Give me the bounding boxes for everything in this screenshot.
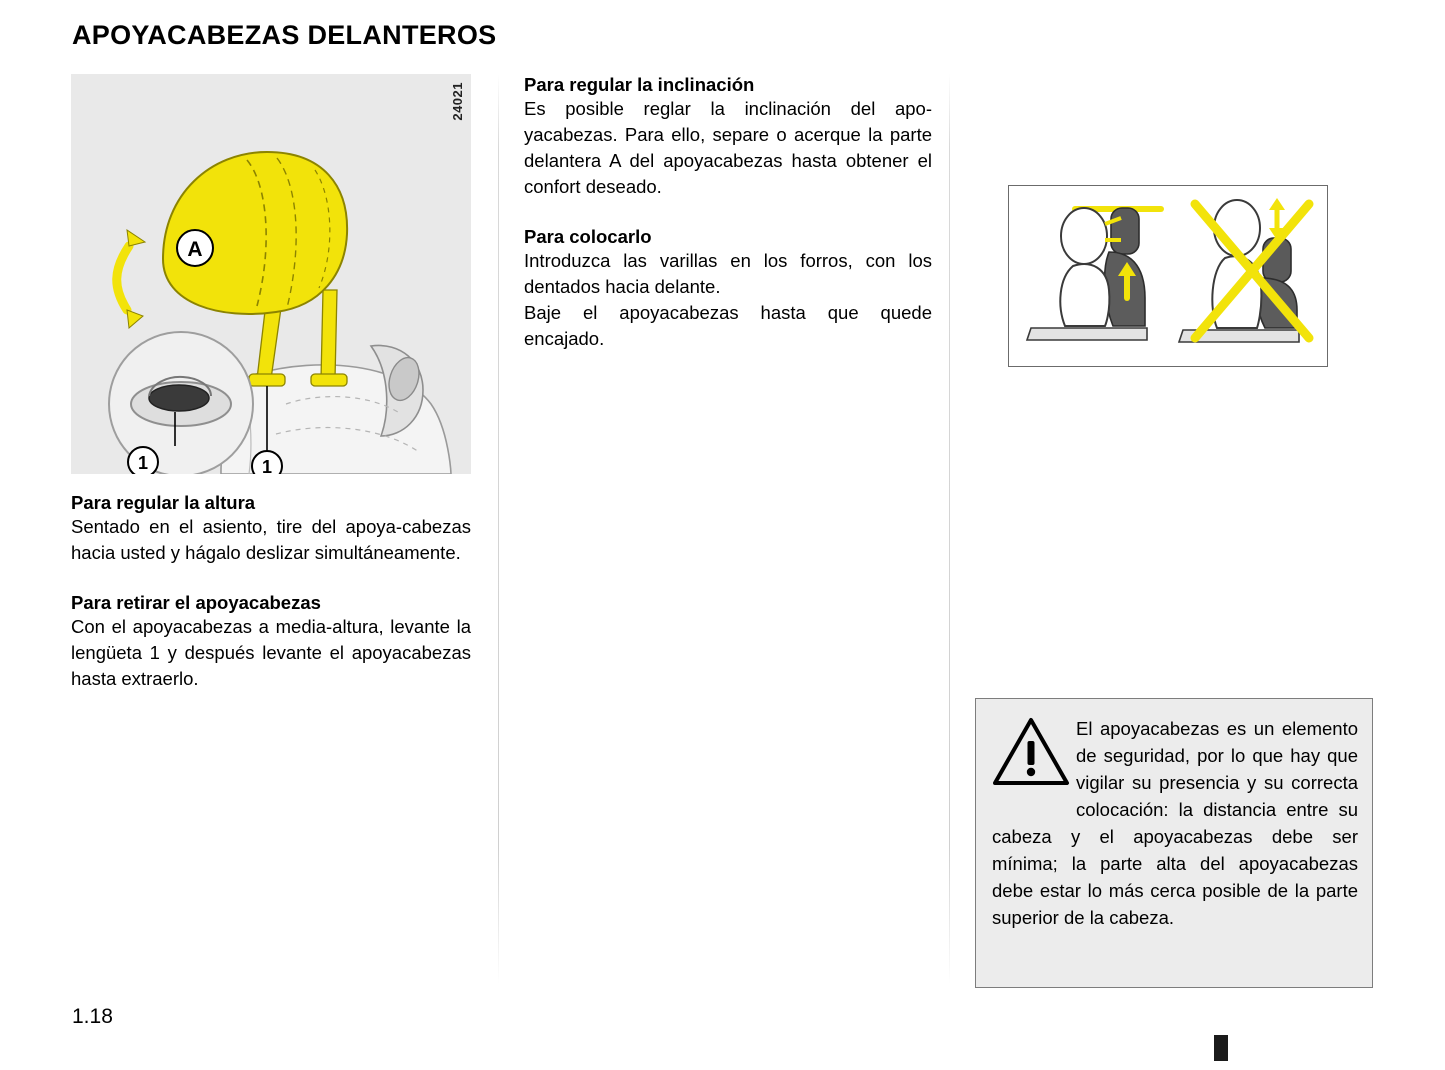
column-separator-1 <box>498 74 499 984</box>
section-colocarlo <box>524 226 932 352</box>
warning-triangle-icon <box>992 715 1070 789</box>
heading-retirar-apoyacabezas: Para retirar el apoyacabezas <box>71 592 321 613</box>
headrest-figure <box>71 74 471 474</box>
figure-reference-code: 24021 <box>450 82 465 121</box>
section-retirar-apoyacabezas <box>71 592 471 692</box>
page-title: APOYACABEZAS DELANTEROS <box>72 20 497 50</box>
heading-colocarlo: Para colocarlo <box>524 226 652 247</box>
paragraph-regular-altura: Sentado en el asiento, tire del apoya-cabezas hacia usted y hágalo deslizar simultáneamente. <box>71 516 471 563</box>
headrest-illustration <box>71 74 471 474</box>
figure-label-1-upper: 1 <box>261 457 273 474</box>
middle-column <box>524 74 932 352</box>
paragraph-colocarlo-2: Baje el apoyacabezas hasta que quede encajado. <box>524 302 932 349</box>
figure-label-1-lower: 1 <box>137 453 149 473</box>
heading-regular-altura: Para regular la altura <box>71 492 256 513</box>
seat-position-figure <box>1008 185 1328 367</box>
paragraph-regular-inclinacion: Es posible reglar la inclinación del apo-yacabezas. Para ello, separe o acerque la parte delantera A del apoyacabezas hasta obtener el confort deseado. <box>524 98 932 197</box>
figure-label-a: A <box>187 238 203 261</box>
section-regular-inclinacion <box>524 74 932 200</box>
warning-text-container <box>992 715 1358 931</box>
seat-position-illustration <box>1009 186 1325 364</box>
warning-icon-slot <box>992 715 1076 807</box>
warning-text: El apoyacabezas es un elemento de seguridad, por lo que hay que vigilar su presencia y su correcta colocación: la distancia entre su cabeza y el apoyacabezas debe ser mínima; la parte alta del apoyacabezas debe estar lo más cerca posible de la parte superior de la cabeza. <box>992 718 1358 928</box>
heading-regular-inclinacion: Para regular la inclinación <box>524 74 755 95</box>
column-separator-2 <box>949 74 950 984</box>
warning-box <box>975 698 1373 988</box>
section-regular-altura <box>71 492 471 566</box>
page-number: 1.18 <box>72 1005 113 1028</box>
paragraph-retirar-apoyacabezas: Con el apoyacabezas a media-altura, levante la lengüeta 1 y después levante el apoyacabezas hasta extraerlo. <box>71 616 471 689</box>
section-tab-marker <box>1214 1035 1228 1061</box>
left-column <box>71 74 471 692</box>
paragraph-colocarlo-1: Introduzca las varillas en los forros, con los dentados hacia delante. <box>524 250 932 297</box>
